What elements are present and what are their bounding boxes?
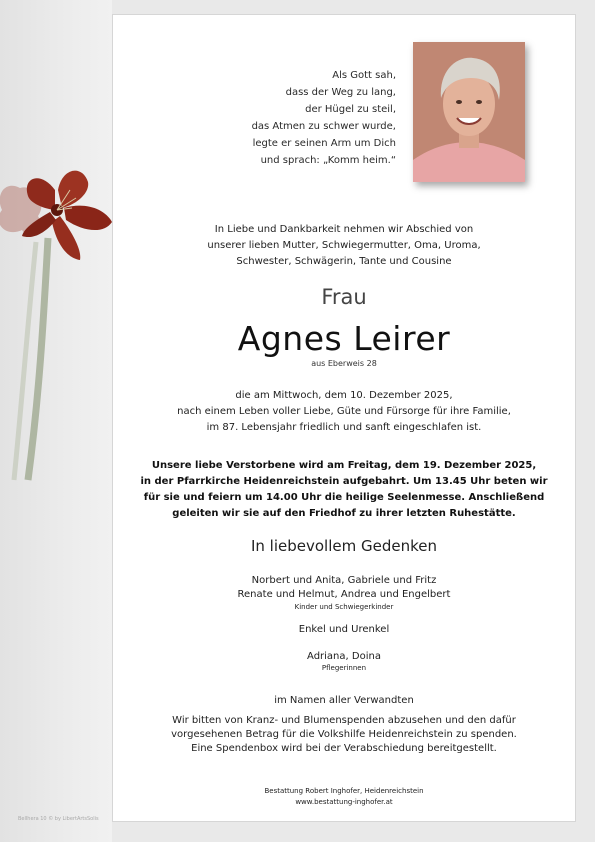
mourners-caregivers xyxy=(112,650,576,673)
donation-notice xyxy=(112,714,576,756)
poem-line: dass der Weg zu lang, xyxy=(285,87,396,98)
mourners-grandchildren: Enkel und Urenkel xyxy=(298,624,390,635)
donation-line: vorgesehenen Betrag für die Volkshilfe Heidenreichstein zu spenden. xyxy=(171,729,517,740)
death-notice xyxy=(112,388,576,436)
poem-line: der Hügel zu steil, xyxy=(305,104,396,115)
poem-line: und sprach: „Komm heim.“ xyxy=(260,155,396,166)
undertaker-info xyxy=(112,786,576,808)
undertaker-website-link[interactable]: www.bestattung-inghofer.at xyxy=(295,798,393,806)
intro-text xyxy=(112,222,576,270)
relatives-line: im Namen aller Verwandten xyxy=(274,695,414,706)
undertaker-name: Bestattung Robert Inghofer, Heidenreichstein xyxy=(264,787,424,795)
salutation: Frau xyxy=(321,285,367,309)
mourners-line: Renate und Helmut, Andrea und Engelbert xyxy=(237,589,451,600)
intro-line: In Liebe und Dankbarkeit nehmen wir Abschied von xyxy=(214,224,474,235)
donation-line: Eine Spendenbox wird bei der Verabschiedung bereitgestellt. xyxy=(191,743,497,754)
funeral-notice-line: für sie und feiern um 14.00 Uhr die heilige Seelenmesse. Anschließend xyxy=(143,492,545,503)
funeral-notice-line: in der Pfarrkirche Heidenreichstein aufgebahrt. Um 13.45 Uhr beten wir xyxy=(140,476,548,487)
poem-line: Als Gott sah, xyxy=(332,70,396,81)
mourners-line: Norbert und Anita, Gabriele und Fritz xyxy=(251,575,437,586)
funeral-notice-line: geleiten wir sie auf den Friedhof zu ihrer letzten Ruhestätte. xyxy=(172,508,516,519)
intro-line: unserer lieben Mutter, Schwiegermutter, Oma, Uroma, xyxy=(207,240,481,251)
poem-line: legte er seinen Arm um Dich xyxy=(252,138,396,149)
poem xyxy=(210,67,396,169)
origin-address: aus Eberweis 28 xyxy=(311,359,377,368)
mourners-children-label: Kinder und Schwiegerkinder xyxy=(294,603,394,611)
donation-line: Wir bitten von Kranz- und Blumenspenden abzusehen und den dafür xyxy=(172,715,516,726)
poem-line: das Atmen zu schwer wurde, xyxy=(251,121,396,132)
caregivers-label: Pflegerinnen xyxy=(321,664,367,672)
death-notice-line: die am Mittwoch, dem 10. Dezember 2025, xyxy=(235,390,453,401)
memory-heading: In liebevollem Gedenken xyxy=(250,537,437,555)
death-notice-line: im 87. Lebensjahr friedlich und sanft eingeschlafen ist. xyxy=(206,422,482,433)
deceased-name: Agnes Leirer xyxy=(237,319,451,358)
intro-line: Schwester, Schwägerin, Tante und Cousine xyxy=(236,256,452,267)
mourners-children xyxy=(112,574,576,612)
death-notice-line: nach einem Leben voller Liebe, Güte und Fürsorge für ihre Familie, xyxy=(177,406,511,417)
funeral-notice-line: Unsere liebe Verstorbene wird am Freitag, dem 19. Dezember 2025, xyxy=(151,460,537,471)
portrait-photo xyxy=(413,42,525,182)
image-credit: Bellhera 10 © by LibertArtsSolis xyxy=(18,816,99,822)
funeral-notice xyxy=(112,458,576,522)
caregivers-names: Adriana, Doina xyxy=(307,651,381,662)
